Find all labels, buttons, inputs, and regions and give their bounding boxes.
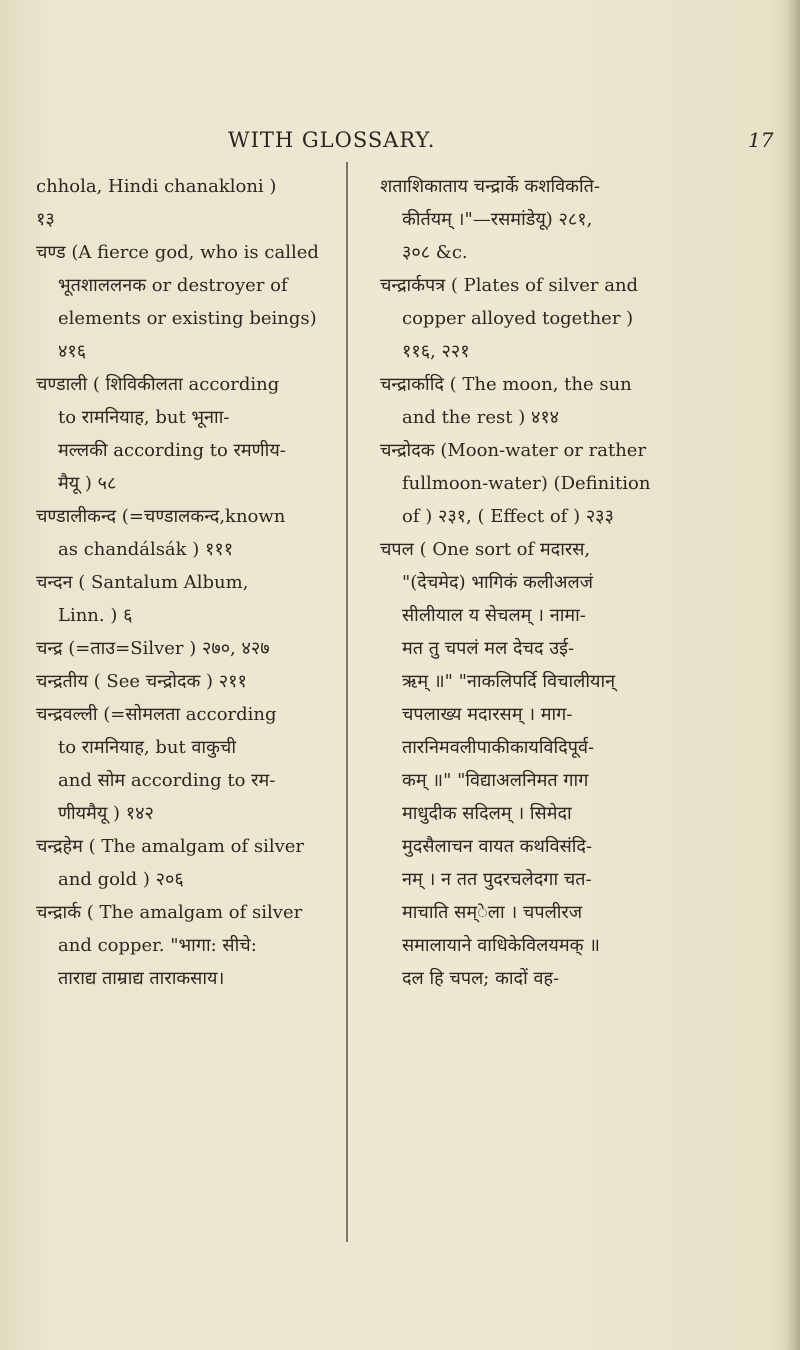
glossary-line: कीर्तयम् ।"—रसमांडेयू) २८१, — [402, 209, 593, 230]
page-number: 17 — [748, 128, 774, 152]
glossary-entry: चण्डाली ( शिविकीलता according — [36, 374, 280, 395]
glossary-line: and gold ) २०६ — [58, 869, 184, 890]
left-column — [36, 170, 328, 995]
glossary-line: elements or existing beings) — [58, 308, 317, 329]
right-column — [380, 170, 772, 995]
glossary-line: ११६, २२१ — [402, 341, 470, 362]
page-header — [0, 128, 800, 158]
glossary-entry: चन्द्र (=ताउ=Silver ) २७०, ४२७ — [36, 638, 270, 659]
glossary-line: नम् । न तत पुदरचलेदगा चत- — [402, 869, 592, 890]
glossary-line: ३०८ &c. — [402, 242, 468, 263]
glossary-line: and copper. "भागा: सीचे: — [58, 935, 257, 956]
glossary-line: ताराद्य ताम्राद्य ताराकसाय। — [58, 968, 225, 989]
glossary-entry: चन्द्रवल्ली (=सोमलता according — [36, 704, 277, 725]
glossary-entry: चन्द्रार्क ( The amalgam of silver — [36, 902, 303, 923]
column-divider — [346, 162, 348, 1242]
glossary-line: णीयमैयू ) १४२ — [58, 803, 154, 824]
glossary-line: of ) २३१, ( Effect of ) २३३ — [402, 506, 614, 527]
glossary-line: मल्लकी according to रमणीय- — [58, 440, 286, 461]
glossary-line: copper alloyed together ) — [402, 308, 634, 329]
glossary-entry: चन्द्रार्कादि ( The moon, the sun — [380, 374, 632, 395]
glossary-line: "(देचमेद) भागिकं कलीअलजं — [402, 572, 594, 593]
glossary-line: ऋम् ॥" "नाकलिपर्दि विचालीयान् — [402, 671, 616, 692]
glossary-line: समालायाने वाधिकेविलयमक् ॥ — [402, 935, 600, 956]
glossary-entry: चन्द्रार्कपत्र ( Plates of silver and — [380, 275, 639, 296]
running-head: WITH GLOSSARY. — [228, 128, 436, 152]
glossary-entry: चण्डालीकन्द (=चण्डालकन्द,known — [36, 506, 286, 527]
glossary-line: कम् ॥" "विद्याअलनिमत गाग — [402, 770, 589, 791]
glossary-line: fullmoon-water) (Definition — [402, 473, 651, 494]
glossary-line: मैयू ) ५८ — [58, 473, 117, 494]
glossary-line: to रामनियाह, but वाकुची — [58, 737, 236, 758]
glossary-line: सीलीयाल य सेचलम् । नामा- — [402, 605, 586, 626]
glossary-line: as chandálsák ) १११ — [58, 539, 234, 560]
glossary-line: शताशिकाताय चन्द्रार्के कशविकति- — [380, 176, 600, 197]
glossary-entry: चन्दन ( Santalum Album, — [36, 572, 249, 593]
glossary-line: मत तु चपलं मल देचद उई- — [402, 638, 575, 659]
glossary-line: chhola, Hindi chanakloni ) — [36, 176, 277, 197]
glossary-line: मुदसैलाचन वायत कथविसंदि- — [402, 836, 593, 857]
glossary-line: and the rest ) ४१४ — [402, 407, 560, 428]
glossary-entry: चन्द्रोदक (Moon-water or rather — [380, 440, 647, 461]
glossary-entry: चण्ड (A fierce god, who is called — [36, 242, 319, 263]
glossary-line: to रामनियाह, but भूनाा- — [58, 407, 230, 428]
glossary-entry: चन्द्रतीय ( See चन्द्रोदक ) २११ — [36, 671, 247, 692]
page-edge-shadow — [786, 0, 800, 1350]
glossary-line: दल हि चपल; कादों वह- — [402, 968, 560, 989]
glossary-line: Linn. ) ६ — [58, 605, 133, 626]
glossary-line: १३ — [36, 209, 55, 230]
glossary-line: माचाति सम्ेला । चपलीरज — [402, 902, 583, 923]
glossary-line: and सोम according to रम- — [58, 770, 276, 791]
glossary-line: माधुदीक सदिलम् । सिमेदा — [402, 803, 572, 824]
glossary-entry: चपल ( One sort of मदारस, — [380, 539, 591, 560]
glossary-line: चपलाख्य मदारसम् । माग- — [402, 704, 573, 725]
glossary-line: भूतशाललनक or destroyer of — [58, 275, 288, 296]
glossary-line: तारनिमवलीपाकीकायविदिपूर्व- — [402, 737, 595, 758]
glossary-entry: चन्द्रहेम ( The amalgam of silver — [36, 836, 305, 857]
glossary-line: ४१६ — [58, 341, 87, 362]
